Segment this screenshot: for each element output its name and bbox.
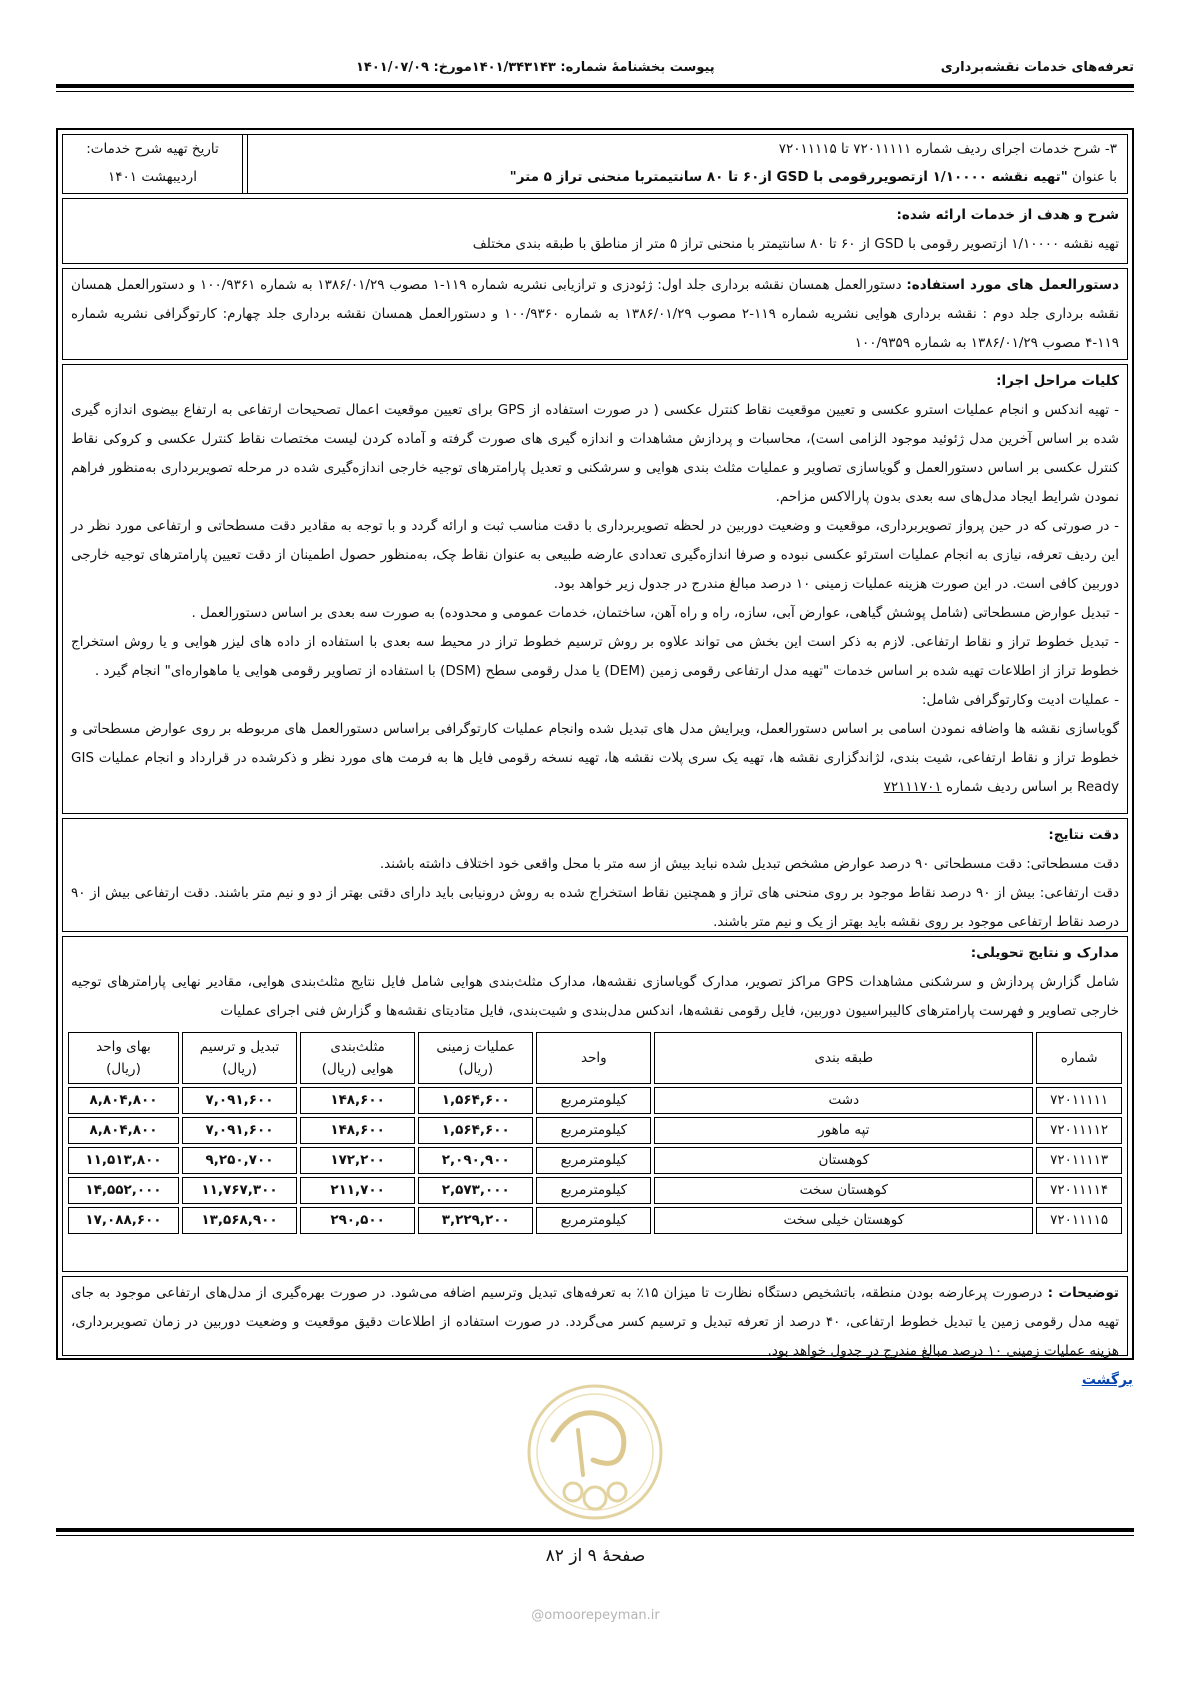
- cell-convert: ۱۱,۷۶۷,۳۰۰: [182, 1177, 297, 1204]
- title-bold: "تهیه نقشه ۱/۱۰۰۰۰ ازتصویررقومی با GSD از۶۰ تا ۸۰ سانتیمتربا منحنی تراز ۵ متر": [509, 169, 1068, 185]
- general-step-1: - تهیه اندکس و انجام عملیات استرو عکسی و تعیین موقعیت نقاط کنترل عکسی ( در صورت استفاده از GPS برای تعیین موقعیت اعمال تصحیحات ارتفاعی به ارتفاع بیضوی اندازه گیری شده بر اساس آخرین مدل ژئوئید موجود الزامی است)، محاسبات و پردازش مشاهدات و اندازه گیری های صورت گرفته و آماده کردن لیست مختصات نقاط کنترل عکسی و کروکی نقاط کنترل عکسی بر اساس دستورالعمل و گویاسازی تصاویر و عملیات مثلث بندی هوایی و سرشکنی و تعدیل پارامترهای توجیه خارجی اندازه‌گیری شده در مرحله تصویربرداری به‌منظور فراهم نمودن شرایط ایجاد مدل‌های سه بعدی بدون پارالاکس مزاحم.: [71, 402, 1119, 505]
- cell-aerial: ۲۹۰,۵۰۰: [300, 1207, 415, 1234]
- standards-paragraph: [71, 271, 1119, 358]
- cell-class: تپه ماهور: [654, 1117, 1033, 1144]
- service-row-range: ۳- شرح خدمات اجرای ردیف شماره ۷۲۰۱۱۱۱۱ تا ۷۲۰۱۱۱۱۵: [778, 141, 1117, 157]
- seal-logo-icon: [523, 1380, 668, 1530]
- cell-convert: ۷,۰۹۱,۶۰۰: [182, 1117, 297, 1144]
- document-title: تعرفه‌های خدمات نقشه‌برداری: [940, 60, 1134, 75]
- purpose-section: [62, 198, 1128, 264]
- cell-class: کوهستان سخت: [654, 1177, 1033, 1204]
- date-cell: [63, 135, 243, 193]
- general-step-6-text: گویاسازی نقشه ها واضافه نمودن اسامی بر اساس دستورالعمل، ویرایش مدل های تبدیل شده وانجام عملیات کارتوگرافی براساس دستورالعمل های مربوطه بر روی عوارض مسطحاتی و خطوط تراز و نقاط ارتفاعی، شیت بندی، لژاندگزاری نقشه ها، تهیه یک سری پلات نقشه ها، تهیه نسخه رقومی فایل ها به فرمت های مورد نظر و ذکرشده در قرارداد و انجام عملیات GIS Ready بر اساس ردیف شماره: [71, 721, 1119, 795]
- cell-convert: ۷,۰۹۱,۶۰۰: [182, 1087, 297, 1114]
- general-step-2: - در صورتی که در حین پرواز تصویربرداری، موقعیت و وضعیت دوربین در لحظه تصویربرداری با دقت مناسب ثبت و ارائه گردد و با توجه به مقادیر دقت مسطحاتی و ارتفاعی مورد نظر در این ردیف تعرفه، نیازی به انجام عملیات استرئو عکسی نبوده و صرفا اندازه‌گیری تعدادی عارضه طبیعی به عنوان نقاط چک، به‌منظور حصول اطمینان از دقت تعیین پارامترهای توجیه خارجی دوربین کافی است. در این صورت هزینه عملیات زمینی ۱۰ درصد مبالغ مندرج در جدول زیر خواهد بود.: [71, 518, 1119, 592]
- col-class: طبقه بندی: [654, 1032, 1033, 1084]
- date-label: تاریخ تهیه شرح خدمات:: [86, 141, 219, 157]
- cell-unit: کیلومترمربع: [536, 1147, 651, 1174]
- cell-code: ۷۲۰۱۱۱۱۱: [1036, 1087, 1122, 1114]
- accuracy-title: دقت نتایج:: [1048, 827, 1119, 843]
- service-title: [299, 163, 1117, 191]
- tariff-table: [65, 1029, 1125, 1237]
- cell-aerial: ۲۱۱,۷۰۰: [300, 1177, 415, 1204]
- header-rule-thick: [56, 84, 1134, 88]
- col-price: بهای واحد (ریال): [68, 1032, 179, 1084]
- cell-price: ۱۴,۵۵۲,۰۰۰: [68, 1177, 179, 1204]
- standards-section: [62, 268, 1128, 360]
- cell-class: کوهستان: [654, 1147, 1033, 1174]
- cell-code: ۷۲۰۱۱۱۱۲: [1036, 1117, 1122, 1144]
- cell-aerial: ۱۴۸,۶۰۰: [300, 1087, 415, 1114]
- cell-convert: ۱۳,۵۶۸,۹۰۰: [182, 1207, 297, 1234]
- back-link[interactable]: برگشت: [1081, 1372, 1133, 1388]
- watermark: @omoorepeyman.ir: [531, 1608, 660, 1623]
- table-header-row: [68, 1032, 1122, 1084]
- footer-rule-thick: [56, 1528, 1134, 1532]
- col-convert: تبدیل و ترسیم (ریال): [182, 1032, 297, 1084]
- notes-section: [62, 1276, 1128, 1359]
- table-row: [68, 1117, 1122, 1144]
- general-steps-section: [62, 364, 1128, 814]
- cell-unit: کیلومترمربع: [536, 1177, 651, 1204]
- service-title-cell: [289, 135, 1127, 193]
- cell-class: کوهستان خیلی سخت: [654, 1207, 1033, 1234]
- accuracy-altimetric: دقت ارتفاعی: بیش از ۹۰ درصد نقاط موجود بر روی منحنی های تراز و همچنین نقاط استخراج شده به روش درونیابی باید دارای دقتی بهتر از دو و نیم متر باشند. دقت ارتفاعی بیش از ۹۰ درصد نقاط ارتفاعی موجود بر روی نقشه باید بهتر از یک و نیم متر باشند.: [71, 885, 1119, 930]
- page-number: صفحۀ ۹ از ۸۲: [545, 1546, 646, 1566]
- general-step-5: - عملیات ادیت وکارتوگرافی شامل:: [921, 692, 1119, 708]
- cell-price: ۱۷,۰۸۸,۶۰۰: [68, 1207, 179, 1234]
- cell-ground: ۲,۰۹۰,۹۰۰: [418, 1147, 533, 1174]
- general-step-3: - تبدیل عوارض مسطحاتی (شامل پوشش گیاهی، عوارض آبی، سازه، راه و راه آهن، ساختمان، خدمات عمومی و محدوده) به صورت سه بعدی بر اساس دستورالعمل .: [191, 605, 1119, 621]
- accuracy-section: [62, 818, 1128, 932]
- cell-divider: [243, 135, 248, 193]
- table-row: [68, 1207, 1122, 1234]
- purpose-text: تهیه نقشه ۱/۱۰۰۰۰ ازتصویر رقومی با GSD از ۶۰ تا ۸۰ سانتیمتر با منحنی تراز ۵ متر از مناطق با طبقه بندی مختلف: [472, 236, 1119, 252]
- footer-rule-thin: [56, 1535, 1134, 1536]
- cell-price: ۸,۸۰۴,۸۰۰: [68, 1087, 179, 1114]
- cell-unit: کیلومترمربع: [536, 1087, 651, 1114]
- cell-unit: کیلومترمربع: [536, 1207, 651, 1234]
- date-value: اردیبهشت ۱۴۰۱: [108, 169, 197, 185]
- deliverables-title: مدارک و نتایج تحویلی:: [970, 945, 1119, 961]
- col-unit: واحد: [536, 1032, 651, 1084]
- standards-title: دستورالعمل های مورد استفاده:: [906, 277, 1119, 293]
- cell-code: ۷۲۰۱۱۱۱۴: [1036, 1177, 1122, 1204]
- header-rule-thin: [56, 91, 1134, 92]
- notes-title: توضیحات :: [1047, 1285, 1119, 1301]
- cell-class: دشت: [654, 1087, 1033, 1114]
- service-title-box: [62, 134, 1128, 194]
- cell-unit: کیلومترمربع: [536, 1117, 651, 1144]
- cell-code: ۷۲۰۱۱۱۱۳: [1036, 1147, 1122, 1174]
- table-row: [68, 1147, 1122, 1174]
- col-code: شماره: [1036, 1032, 1122, 1084]
- deliverables-section: [62, 936, 1128, 1272]
- gis-ready-row-link[interactable]: ۷۲۱۱۱۷۰۱: [883, 779, 942, 795]
- general-step-6: [71, 715, 1119, 802]
- general-title: کلیات مراحل اجرا:: [996, 373, 1119, 389]
- cell-convert: ۹,۲۵۰,۷۰۰: [182, 1147, 297, 1174]
- service-description-frame: [56, 128, 1134, 1360]
- deliverables-text: شامل گزارش پردازش و سرشکنی مشاهدات GPS مراکز تصویر، مدارک گویاسازی نقشه‌ها، مدارک مثلث‌بندی هوایی شامل فایل نتایج مثلث‌بندی هوایی، مقادیر نهایی پارامترهای توجیه خارجی تصاویر و فهرست پارامترهای کالیبراسیون دوربین، فایل رقومی نقشه‌ها، اندکس مدل‌بندی و شیت‌بندی، فایل متادیتای نقشه‌ها و گزارش فنی اجرای عملیات: [71, 974, 1119, 1019]
- notes-text: درصورت پرعارضه بودن منطقه، باتشخیص دستگاه نظارت تا میزان ۱۵٪ به تعرفه‌های تبدیل وترسیم اضافه می‌شود. در صورت بهره‌گیری از مدل‌های ارتفاعی موجود به جای تهیه مدل رقومی زمین یا تبدیل خطوط ارتفاعی، ۴۰ درصد از تعرفه تبدیل و ترسیم کسر می‌گردد. در صورت استفاده از اطلاعات دقیق موقعیت و وضعیت دوربین در زمان تصویربرداری، هزینه عملیات زمینی ۱۰ درصد مبالغ مندرج در جدول خواهد بود.: [71, 1285, 1119, 1359]
- cell-ground: ۲,۵۷۳,۰۰۰: [418, 1177, 533, 1204]
- table-row: [68, 1177, 1122, 1204]
- cell-price: ۸,۸۰۴,۸۰۰: [68, 1117, 179, 1144]
- col-ground: عملیات زمینی (ریال): [418, 1032, 533, 1084]
- table-row: [68, 1087, 1122, 1114]
- cell-price: ۱۱,۵۱۳,۸۰۰: [68, 1147, 179, 1174]
- accuracy-planimetric: دقت مسطحاتی: دقت مسطحاتی ۹۰ درصد عوارض مشخص تبدیل شده نباید بیش از سه متر با محل واقعی خود اختلاف داشته باشند.: [379, 856, 1119, 872]
- col-aerial: مثلث‌بندی هوایی (ریال): [300, 1032, 415, 1084]
- title-prefix: با عنوان: [1067, 169, 1117, 185]
- cell-ground: ۱,۵۶۴,۶۰۰: [418, 1087, 533, 1114]
- purpose-title: شرح و هدف از خدمات ارائه شده:: [896, 207, 1119, 223]
- cell-aerial: ۱۷۲,۲۰۰: [300, 1147, 415, 1174]
- cell-ground: ۳,۲۲۹,۲۰۰: [418, 1207, 533, 1234]
- cell-aerial: ۱۴۸,۶۰۰: [300, 1117, 415, 1144]
- annex-reference: پیوست بخشنامۀ شماره: ۱۴۰۱/۳۴۳۱۴۳مورخ: ۱۴۰۱/۰۷/۰۹: [356, 60, 715, 75]
- page-header: [56, 56, 1134, 82]
- cell-code: ۷۲۰۱۱۱۱۵: [1036, 1207, 1122, 1234]
- cell-ground: ۱,۵۶۴,۶۰۰: [418, 1117, 533, 1144]
- standards-text: دستورالعمل همسان نقشه برداری جلد اول: ژئودزی و ترازیابی نشریه شماره ۱۱۹-۱ مصوب ۱۳۸۶/۰۱/۲۹ به شماره ۱۰۰/۹۳۶۱ و دستورالعمل همسان نقشه برداری جلد دوم : نقشه برداری هوایی نشریه شماره ۱۱۹-۲ مصوب ۱۳۸۶/۰۱/۲۹ به شماره ۱۰۰/۹۳۶۰ و دستورالعمل همسان نقشه برداری جلد چهارم: کارتوگرافی نشریه شماره ۱۱۹-۴ مصوب ۱۳۸۶/۰۱/۲۹ به شماره ۱۰۰/۹۳۵۹: [71, 277, 1119, 351]
- notes-paragraph: [71, 1279, 1119, 1366]
- general-step-4: - تبدیل خطوط تراز و نقاط ارتفاعی. لازم به ذکر است این بخش می تواند علاوه بر روش ترسیم خطوط تراز در محیط سه بعدی با استفاده از داده های لیزر هوایی و یا روش استخراج خطوط تراز از اطلاعات تهیه شده بر اساس خدمات "تهیه مدل ارتفاعی رقومی زمین (DEM) یا مدل رقومی سطح (DSM) با استفاده از تصاویر رقومی هوایی یا ماهواره‌ای" انجام گیرد .: [71, 634, 1119, 679]
